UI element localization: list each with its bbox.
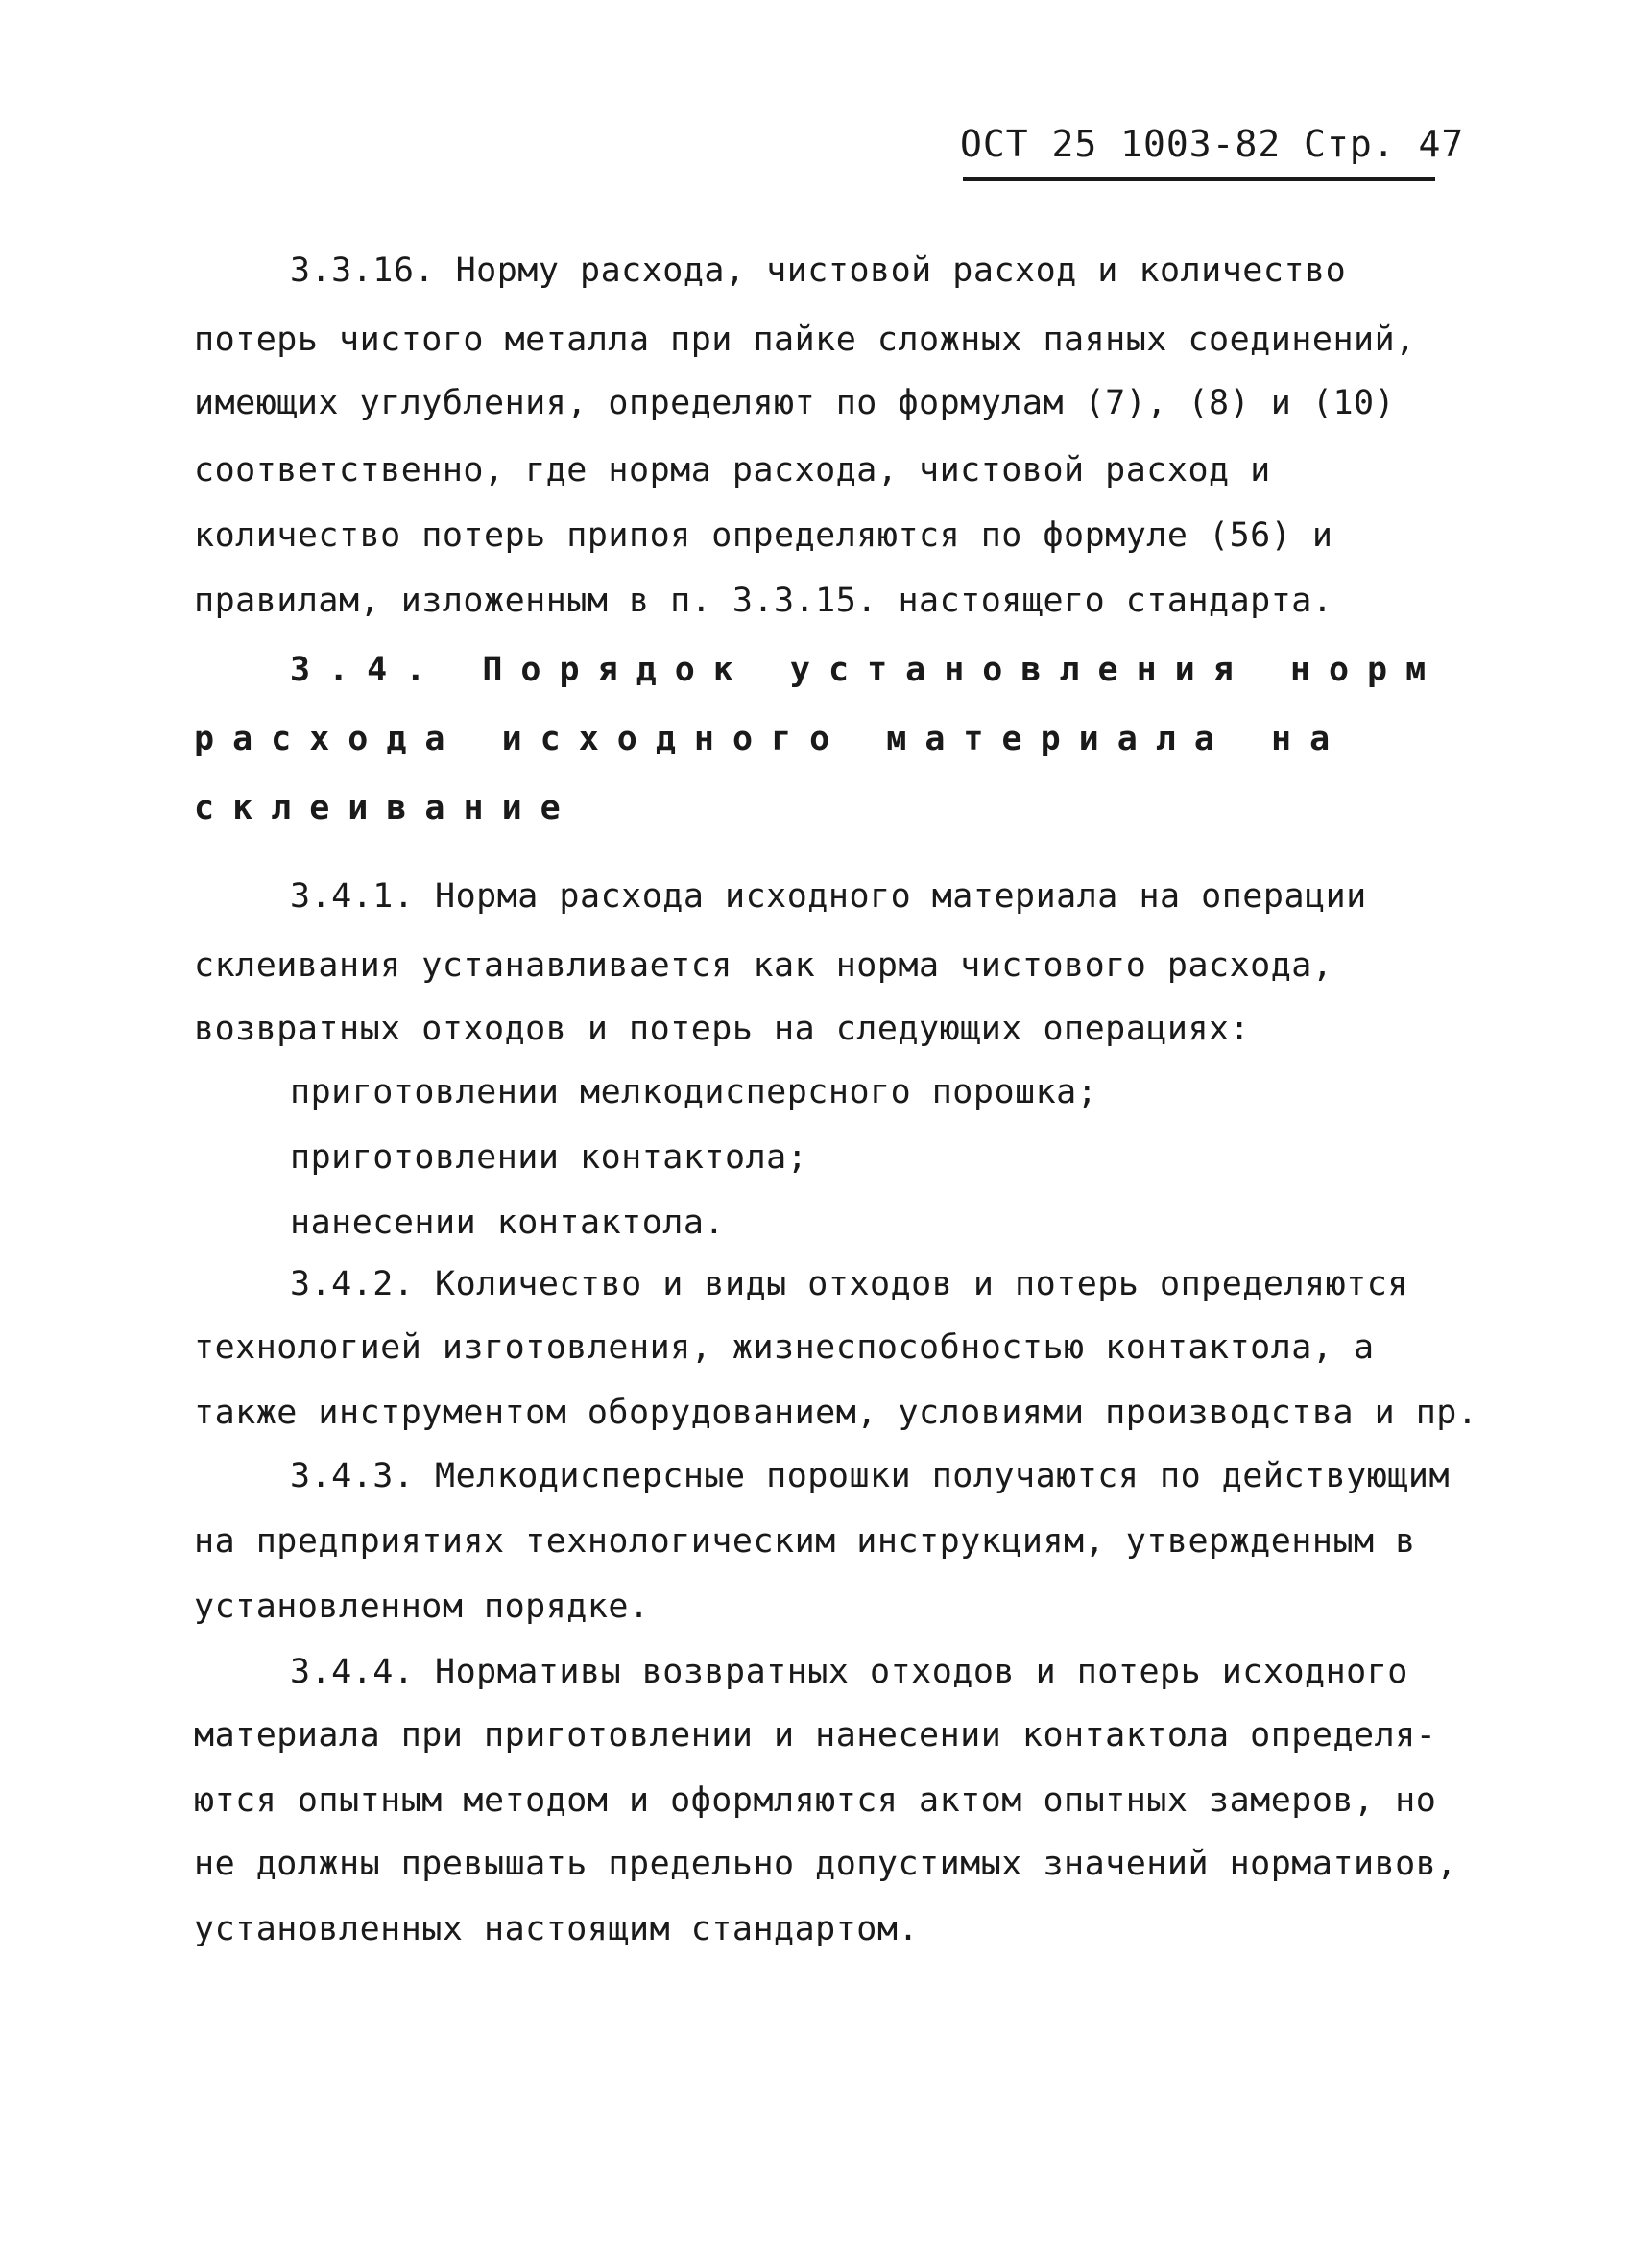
section-heading: расхода исходного материала на: [194, 720, 1349, 758]
text-line: 3.3.16. Норму расхода, чистовой расход и количество: [290, 251, 1347, 290]
text-line: 3.4.3. Мелкодисперсные порошки получаются по действующим: [290, 1457, 1451, 1495]
text-line: имеющих углубления, определяют по формулам (7), (8) и (10): [194, 384, 1396, 422]
list-item: нанесении контактола.: [290, 1204, 726, 1242]
text-line: правилам, изложенным в п. 3.3.15. настоящего стандарта.: [194, 582, 1333, 620]
list-item: приготовлении мелкодисперсного порошка;: [290, 1073, 1098, 1111]
text-line: 3.4.4. Нормативы возвратных отходов и потерь исходного: [290, 1653, 1408, 1691]
text-line: не должны превышать предельно допустимых значений нормативов,: [194, 1845, 1457, 1883]
text-line: 3.4.2. Количество и виды отходов и потерь определяются: [290, 1265, 1408, 1303]
page-header: ОСТ 25 1003-82 Стр. 47: [960, 123, 1465, 165]
text-line: склеивания устанавливается как норма чистового расхода,: [194, 946, 1333, 985]
section-heading: склеивание: [194, 789, 579, 827]
list-item: приготовлении контактола;: [290, 1138, 808, 1177]
text-line: ются опытным методом и оформляются актом опытных замеров, но: [194, 1781, 1437, 1820]
text-line: количество потерь припоя определяются по формуле (56) и: [194, 516, 1333, 555]
header-underline: [963, 177, 1435, 181]
text-line: потерь чистого металла при пайке сложных паяных соединений,: [194, 321, 1416, 359]
text-line: на предприятиях технологическим инструкциям, утвержденным в: [194, 1522, 1416, 1561]
text-line: материала при приготовлении и нанесении контактола определя-: [194, 1716, 1437, 1755]
text-line: установленных настоящим стандартом.: [194, 1910, 920, 1948]
text-line: установленном порядке.: [194, 1588, 650, 1626]
text-line: соответственно, где норма расхода, чистовой расход и: [194, 451, 1271, 489]
text-line: возвратных отходов и потерь на следующих операциях:: [194, 1010, 1251, 1048]
section-heading: 3.4. Порядок установления норм: [290, 651, 1445, 689]
text-line: также инструментом оборудованием, условиями производства и пр.: [194, 1394, 1478, 1432]
text-line: технологией изготовления, жизнеспособностью контактола, а: [194, 1328, 1375, 1367]
text-line: 3.4.1. Норма расхода исходного материала на операции: [290, 877, 1367, 916]
